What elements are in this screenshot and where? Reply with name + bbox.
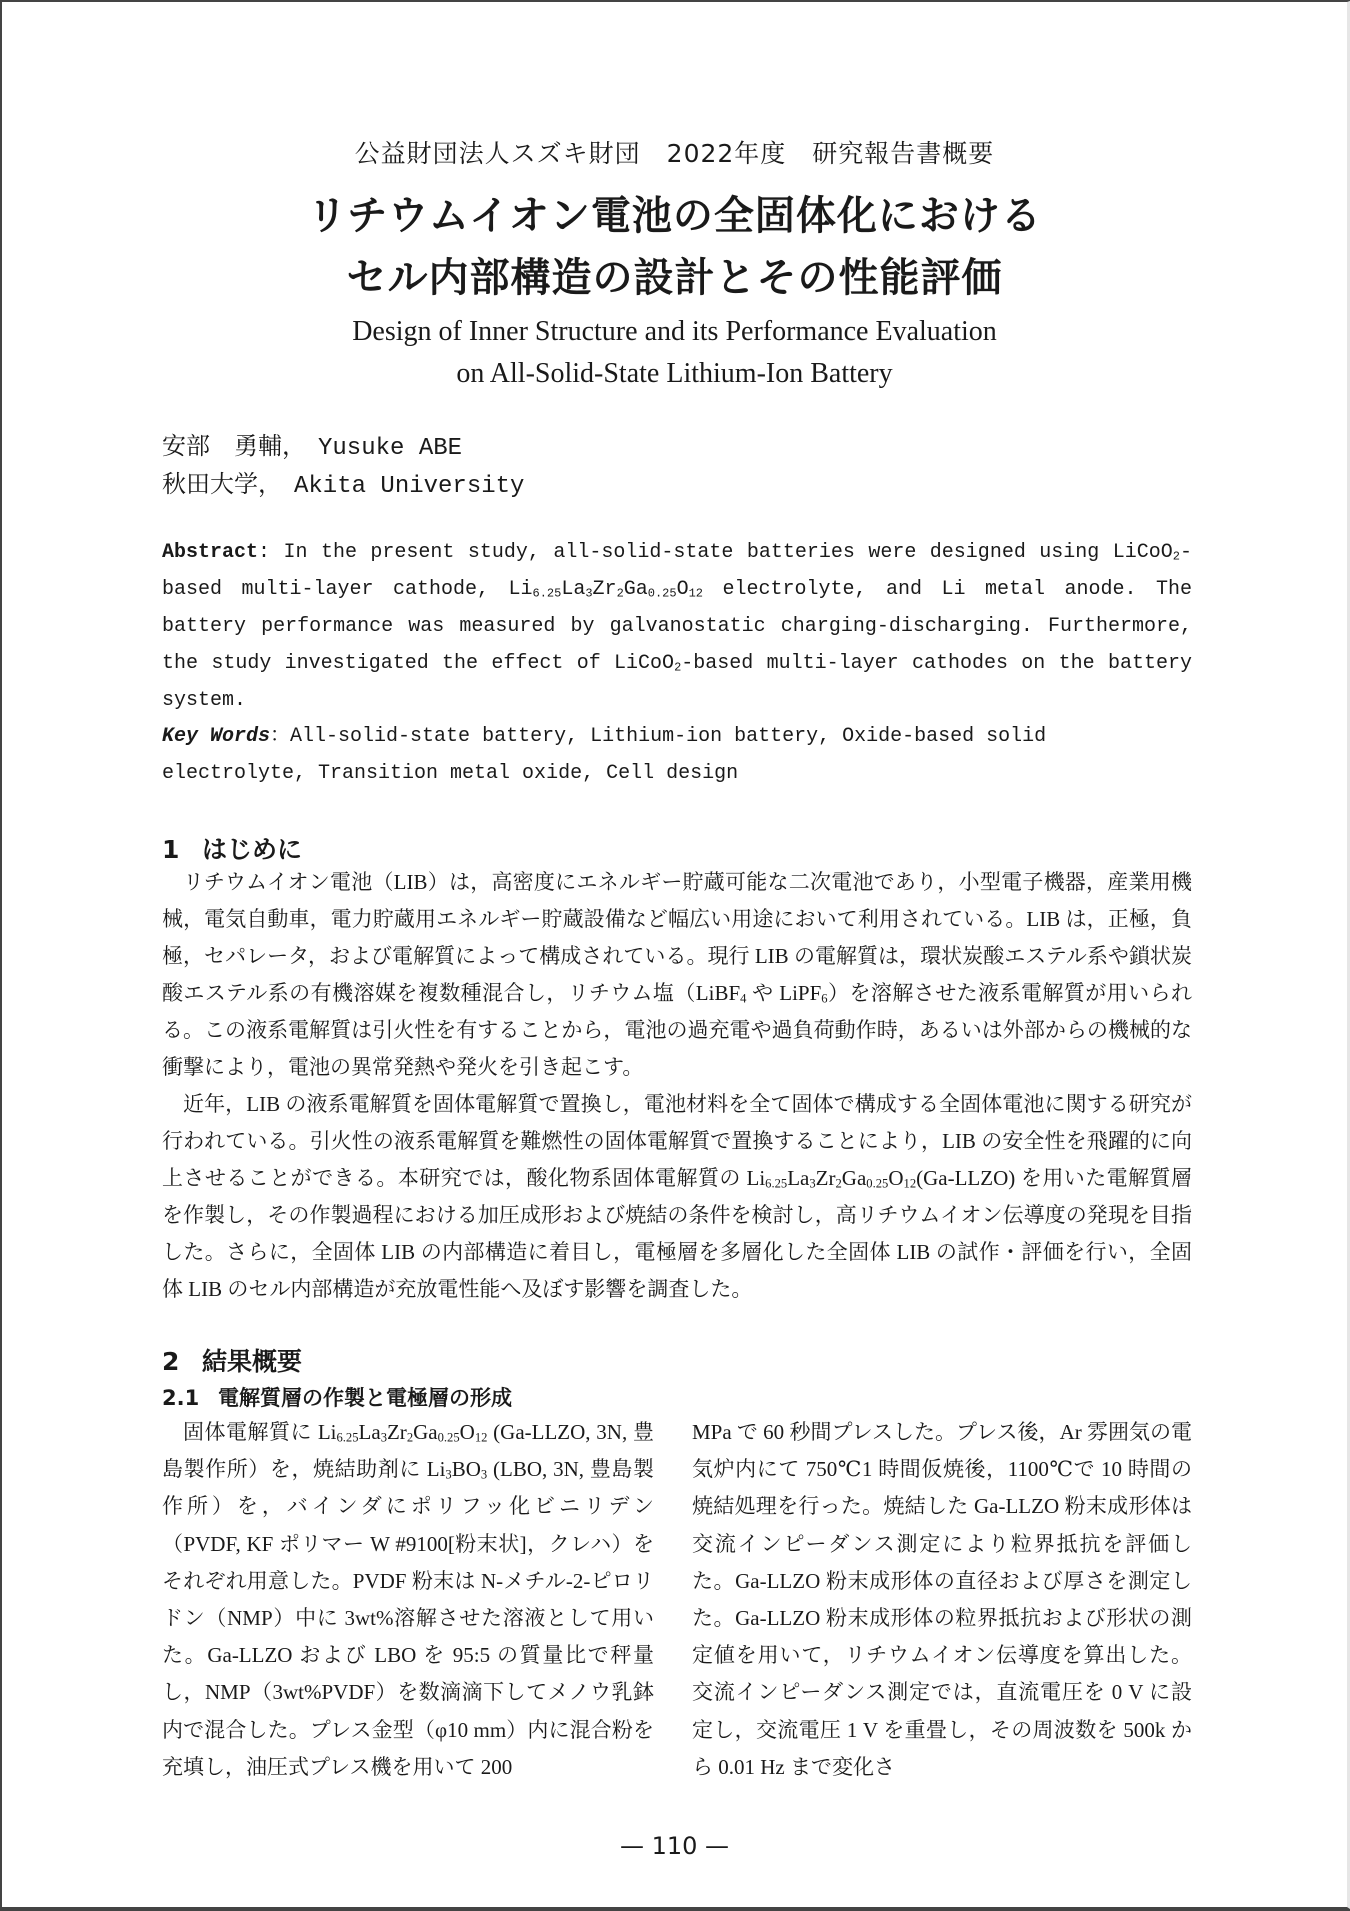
report-header: 公益財団法人スズキ財団 2022年度 研究報告書概要 xyxy=(354,139,995,168)
section-1-heading: 1 はじめに xyxy=(162,835,303,864)
section-1-paragraph-2: 近年，LIB の液系電解質を固体電解質で置換し，電池材料を全て固体で構成する全固体電池に関する研究が行われている。引火性の液系電解質を難燃性の固体電解質で置換することにより，LIB の安全性を飛躍的に向上させることができる。本研究では，酸化物系固体電解質の $Li_{6.25}La_3Zr_2Ga_{0.25}O_{12}(Ga-LLZO)$ を用いた電解質層を作製し，その作製過程における加圧成形および焼結の条件を検討し，高リチウムイオン伝導度の発現を目指した。さらに，全固体 LIB の内部構造に着目し，電極層を多層化した全固体 LIB の試作・評価を行い，全固体 LIB のセル内部構造が充放電性能へ及ぼす影響を調査した。 xyxy=(162,1092,1192,1301)
author-name: 安部 勇輔， Yusuke ABE xyxy=(162,435,463,462)
keywords: Key Words：All-solid-state battery, Lithium-ion battery, Oxide-based solid electrolyte, Transition metal oxide, Cell design xyxy=(162,725,1047,785)
title-en-line2: on All-Solid-State Lithium-Ion Battery xyxy=(456,358,893,389)
author-affiliation: 秋田大学， Akita University xyxy=(162,473,525,500)
title-en-line1: Design of Inner Structure and its Performance Evaluation xyxy=(352,316,997,347)
keywords-label: Key Words xyxy=(162,725,271,748)
section-2-heading: 2 結果概要 xyxy=(162,1347,303,1376)
section-1-paragraph-1: リチウムイオン電池（LIB）は，高密度にエネルギー貯蔵可能な二次電池であり，小型電子機器，産業用機械，電気自動車，電力貯蔵用エネルギー貯蔵設備など幅広い用途において利用されている。LIB は，正極，負極，セパレータ，および電解質によって構成されている。現行 LIB の電解質は，環状炭酸エステル系や鎖状炭酸エステル系の有機溶媒を複数種混合し，リチウム塩（LiBF$_4$ や LiPF$_6$）を溶解させた液系電解質が用いられる。この液系電解質は引火性を有することから，電池の過充電や過負荷動作時，あるいは外部からの機械的な衝撃により，電池の異常発熱や発火を引き起こす。 xyxy=(162,870,1193,1079)
section-1-body xyxy=(162,864,1192,1308)
section-2-1-left-column: 固体電解質に $Li_{6.25}La_3Zr_2Ga_{0.25}O_{12}$ (Ga-LLZO, 3N, 豊島製作所）を，焼結助剤に $Li_3BO_3$ (LBO, 3N, 豊島製作所）を，バインダにポリフッ化ビニリデン（PVDF, KF ポリマー W #9100[粉末状]，クレハ）をそれぞれ用意した。PVDF 粉末は N-メチル-2-ピロリドン（NMP）中に 3wt%溶解させた溶液として用いた。Ga-LLZO および LBO を 95:5 の質量比で秤量し，NMP（3wt%PVDF）を数滴滴下してメノウ乳鉢内で混合した。プレス金型（φ10 mm）内に混合粉を充填し，油圧式プレス機を用いて 200 xyxy=(162,1420,654,1779)
abstract: Abstract: In the present study, all-solid-state batteries were designed using LiCoO$_2$-based multi-layer cathode, $Li_{6.25}La_3Zr_2Ga_{0.25}O_{12}$ electrolyte, and Li metal anode. The battery performance was measured by galvanostatic charging-discharging. Furthermore, the study investigated the effect of LiCoO$_2$-based multi-layer cathodes on the battery system. xyxy=(162,541,1192,712)
section-2-1-heading: 2.1 電解質層の作製と電極層の形成 xyxy=(162,1386,512,1410)
abstract-label: Abstract xyxy=(162,541,259,564)
title-jp-line2: セル内部構造の設計とその性能評価 xyxy=(346,255,1003,301)
title-jp-line1: リチウムイオン電池の全固体化における xyxy=(307,193,1042,239)
keywords-text: All-solid-state battery, Lithium-ion battery, Oxide-based solid electrolyte, Transition metal oxide, Cell design xyxy=(162,725,1047,785)
page-number: — 110 — xyxy=(619,1832,730,1860)
section-2-1-right-column: MPa で 60 秒間プレスした。プレス後，Ar 雰囲気の電気炉内にて 750℃1 時間仮焼後，1100℃で 10 時間の焼結処理を行った。焼結した Ga-LLZO 粉末成形体は交流インピーダンス測定により粒界抵抗を評価した。Ga-LLZO 粉末成形体の直径および厚さを測定した。Ga-LLZO 粉末成形体の粒界抵抗および形状の測定値を用いて，リチウムイオン伝導度を算出した。交流インピーダンス測定では，直流電圧を 0 V に設定し，交流電圧 1 V を重畳し，その周波数を 500k から 0.01 Hz まで変化さ xyxy=(692,1420,1192,1779)
